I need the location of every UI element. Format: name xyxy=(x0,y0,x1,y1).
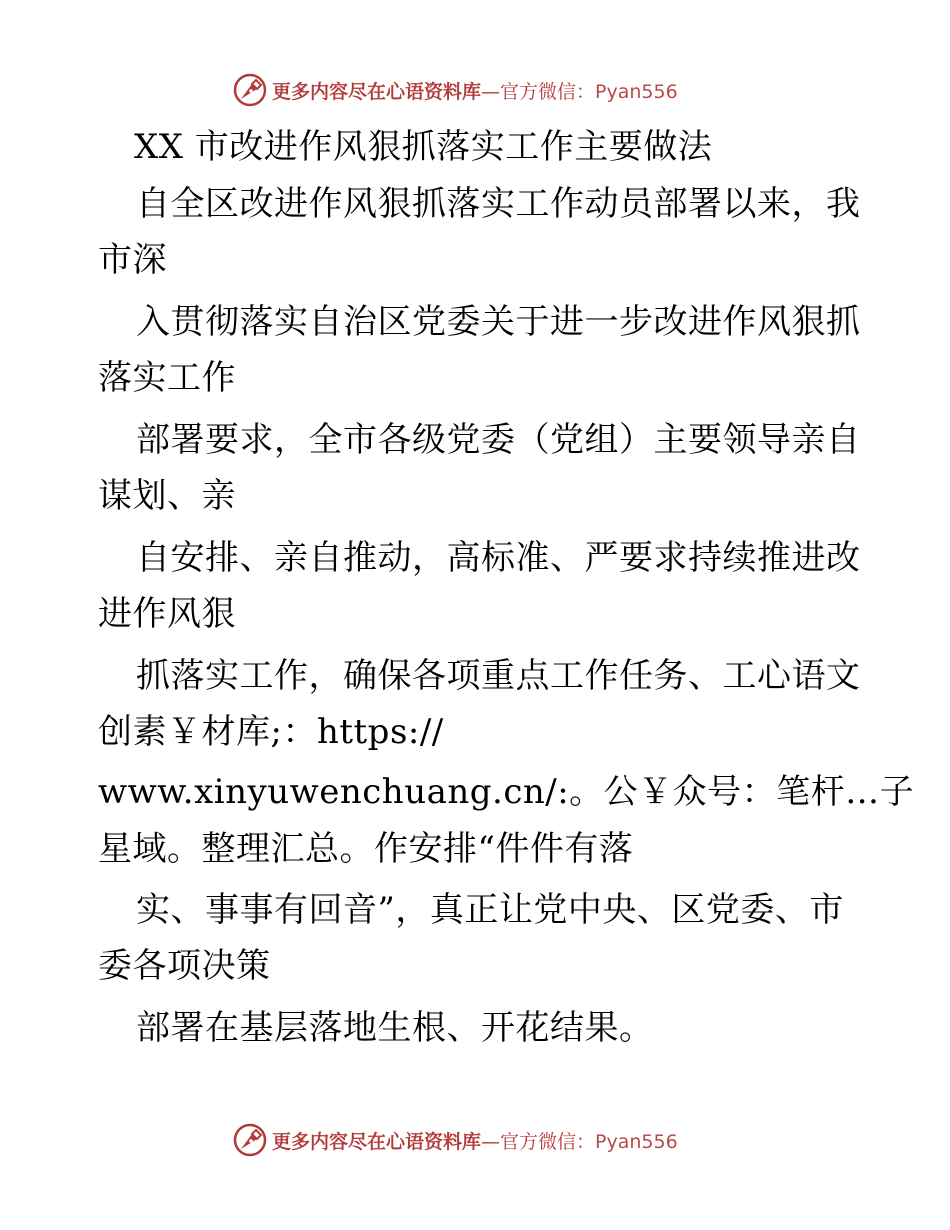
paragraph-line: 委各项决策 xyxy=(98,946,271,986)
watermark-text xyxy=(272,77,678,104)
paragraph-line: 进作风狠 xyxy=(98,594,236,634)
paragraph-line: 自安排、亲自推动，高标准、严要求持续推进改 xyxy=(136,538,861,578)
pen-nib-logo-icon xyxy=(232,72,268,108)
watermark-id: Pyan556 xyxy=(595,80,678,103)
paragraph-line: 创素￥材库;：https:// xyxy=(98,712,444,752)
watermark-id: Pyan556 xyxy=(595,1130,678,1153)
watermark-suffix: 官方微信： xyxy=(500,80,596,103)
header-watermark xyxy=(232,72,732,108)
paragraph-line: 部署要求，全市各级党委（党组）主要领导亲自 xyxy=(136,420,861,460)
paragraph-line: 实、事事有回音”，真正让党中央、区党委、市 xyxy=(136,890,844,930)
watermark-main: 更多内容尽在心语资料库 xyxy=(272,80,482,103)
footer-watermark xyxy=(232,1122,732,1158)
paragraph-line: 落实工作 xyxy=(98,358,236,398)
watermark-dash: — xyxy=(481,80,501,103)
watermark-main: 更多内容尽在心语资料库 xyxy=(272,1130,482,1153)
paragraph-line: 市深 xyxy=(98,240,167,280)
watermark-text xyxy=(272,1127,678,1154)
paragraph-line: 星域。整理汇总。作安排“件件有落 xyxy=(98,829,634,869)
paragraph-line: 抓落实工作，确保各项重点工作任务、工心语文 xyxy=(136,656,861,696)
paragraph-line: 入贯彻落实自治区党委关于进一步改进作风狠抓 xyxy=(136,302,861,342)
watermark-dash: — xyxy=(481,1130,501,1153)
pen-nib-logo-icon xyxy=(232,1122,268,1158)
watermark-suffix: 官方微信： xyxy=(500,1130,596,1153)
paragraph-line: 部署在基层落地生根、开花结果。 xyxy=(136,1008,654,1048)
paragraph-line: 谋划、亲 xyxy=(98,476,236,516)
paragraph-line: www.xinyuwenchuang.cn/:。公￥众号：笔杆…子 xyxy=(98,772,915,812)
paragraph-line: 自全区改进作风狠抓落实工作动员部署以来，我 xyxy=(136,184,861,224)
document-title: XX 市改进作风狠抓落实工作主要做法 xyxy=(134,127,713,167)
